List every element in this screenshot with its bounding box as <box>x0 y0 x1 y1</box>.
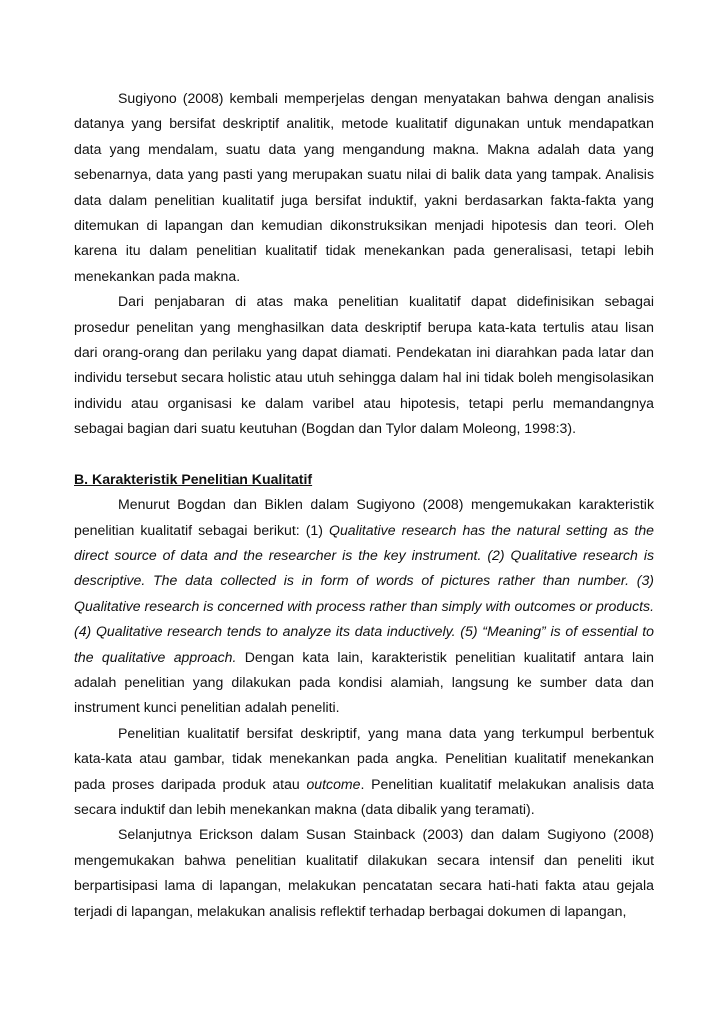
paragraph-5: Selanjutnya Erickson dalam Susan Stainback (2003) dan dalam Sugiyono (2008) mengemukakan bahwa penelitian kualitatif dilakukan secara intensif dan peneliti ikut berpartisipasi lama di lapangan, melakukan pencatatan secara hati-hati fakta atau gejala terjadi di lapangan, melakukan analisis reflektif terhadap berbagai dokumen di lapangan, <box>74 826 654 919</box>
paragraph-4 <box>74 721 654 823</box>
section-gap <box>74 442 654 467</box>
paragraph-4-part-b: . Penelitian kualitatif melakukan analisis data secara induktif dan lebih menekankan makna (data dibalik yang teramati). <box>74 775 654 817</box>
paragraph-3 <box>74 492 654 721</box>
paragraph-4-italic-term: outcome <box>306 775 361 792</box>
section-heading: B. Karakteristik Penelitian Kualitatif <box>74 470 313 487</box>
paragraph-1: Sugiyono (2008) kembali memperjelas dengan menyatakan bahwa dengan analisis datanya yang bersifat deskriptif analitik, metode kualitatif digunakan untuk mendapatkan data yang mendalam, suatu data yang mengandung makna. Makna adalah data yang sebenarnya, data yang pasti yang merupakan suatu nilai di balik data yang tampak. Analisis data dalam penelitian kualitatif juga bersifat induktif, yakni berdasarkan fakta-fakta yang ditemukan di lapangan dan kemudian dikonstruksikan menjadi hipotesis dan teori. Oleh karena itu dalam penelitian kualitatif tidak menekankan pada generalisasi, tetapi lebih menekankan pada makna. <box>74 90 654 284</box>
paragraph-3-quote: Qualitative research has the natural setting as the direct source of data and the researcher is the key instrument. (2) Qualitative research is descriptive. The data collected is in form of words of pictures rather than number. (3) Qualitative research is concerned with process rather than simply with outcomes or products. (4) Qualitative research tends to analyze its data inductively. (5) “Meaning” is of essential to the qualitative approach. <box>74 521 654 665</box>
paragraph-3-intro: Menurut Bogdan dan Biklen dalam Sugiyono (2008) mengemukakan karakteristik penelitian kualitatif sebagai berikut: (1) <box>74 496 654 538</box>
paragraph-3-rest: Dengan kata lain, karakteristik penelitian kualitatif antara lain adalah penelitian yang dilakukan pada kondisi alamiah, langsung ke sumber data dan instrument kunci penelitian adalah peneliti. <box>74 648 654 716</box>
paragraph-4-part-a: Penelitian kualitatif bersifat deskriptif, yang mana data yang terkumpul berbentuk kata-kata atau gambar, tidak menekankan pada angka. Penelitian kualitatif menekankan pada proses daripada produk atau <box>74 724 654 792</box>
paragraph-2: Dari penjabaran di atas maka penelitian kualitatif dapat didefinisikan sebagai prosedur penelitan yang menghasilkan data deskriptif berupa kata-kata tertulis atau lisan dari orang-orang dan perilaku yang dapat diamati. Pendekatan ini diarahkan pada latar dan individu tersebut secara holistic atau utuh sehingga dalam hal ini tidak boleh mengisolasikan individu atau organisasi ke dalam varibel atau hipotesis, tetapi perlu memandangnya sebagai bagian dari suatu keutuhan (Bogdan dan Tylor dalam Moleong, 1998:3). <box>74 293 654 437</box>
